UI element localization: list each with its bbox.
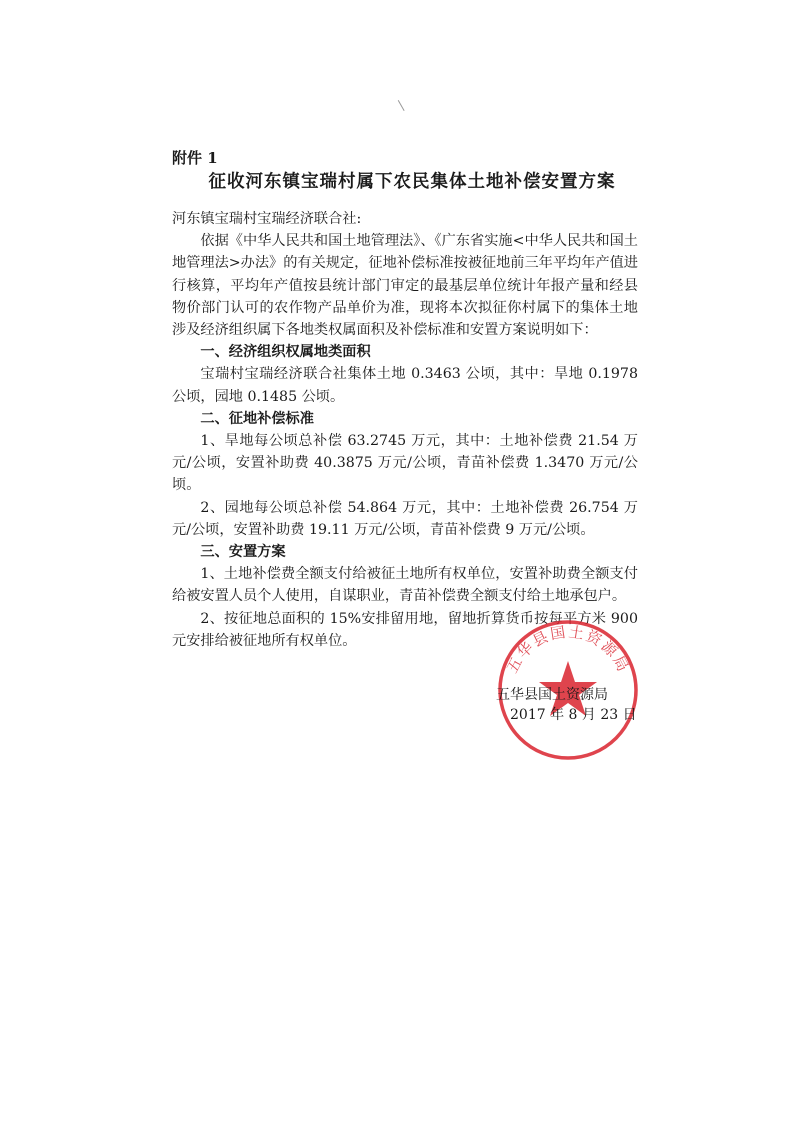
signature-date: 2017 年 8 月 23 日 bbox=[510, 707, 637, 723]
signature-org: 五华县国土资源局 bbox=[496, 687, 608, 703]
section-3-heading: 三、安置方案 bbox=[200, 544, 286, 561]
annex-label: 附件 1 bbox=[172, 149, 218, 167]
section-2-paragraph-2: 2、园地每公顷总补偿 54.864 万元，其中：土地补偿费 26.754 万元/公顷，安置补助费 19.11 万元/公顷，青苗补偿费 9 万元/公顷。 bbox=[172, 499, 638, 538]
signature-block bbox=[496, 685, 656, 725]
section-2-paragraph-1: 1、旱地每公顷总补偿 63.2745 万元，其中：土地补偿费 21.54 万元/公顷，安置补助费 40.3875 万元/公顷，青苗补偿费 1.3470 万元/公顷。 bbox=[172, 433, 638, 494]
seal-text: 五华县国土资源局 bbox=[502, 622, 634, 677]
scan-mark bbox=[398, 95, 414, 111]
document-body bbox=[172, 208, 638, 652]
section-2-heading: 二、征地补偿标准 bbox=[200, 410, 314, 427]
section-3-paragraph-2: 2、按征地总面积的 15%安排留用地，留地折算货币按每平方米 900 元安排给被征地所有权单位。 bbox=[172, 610, 638, 649]
section-3-paragraph-1: 1、土地补偿费全额支付给被征土地所有权单位，安置补助费全额支付给被安置人员个人使用，自谋职业，青苗补偿费全额支付给土地承包户。 bbox=[172, 566, 638, 605]
intro-paragraph: 依据《中华人民共和国土地管理法》、《广东省实施<中华人民共和国土地管理法>办法》的有关规定，征地补偿标准按被征地前三年平均年产值进行核算，平均年产值按县统计部门审定的最基层单位统计年报产量和经县物价部门认可的农作物产品单价为准，现将本次拟征你村属下的集体土地涉及经济组织属下各地类权属面积及补偿标准和安置方案说明如下： bbox=[172, 233, 638, 339]
addressee: 河东镇宝瑞村宝瑞经济联合社: bbox=[172, 211, 362, 227]
document-title: 征收河东镇宝瑞村属下农民集体土地补偿安置方案 bbox=[208, 172, 616, 192]
section-1-paragraph-1: 宝瑞村宝瑞经济联合社集体土地 0.3463 公顷，其中：旱地 0.1978 公顷，园地 0.1485 公顷。 bbox=[172, 366, 638, 405]
section-1-heading: 一、经济组织权属地类面积 bbox=[200, 344, 371, 361]
